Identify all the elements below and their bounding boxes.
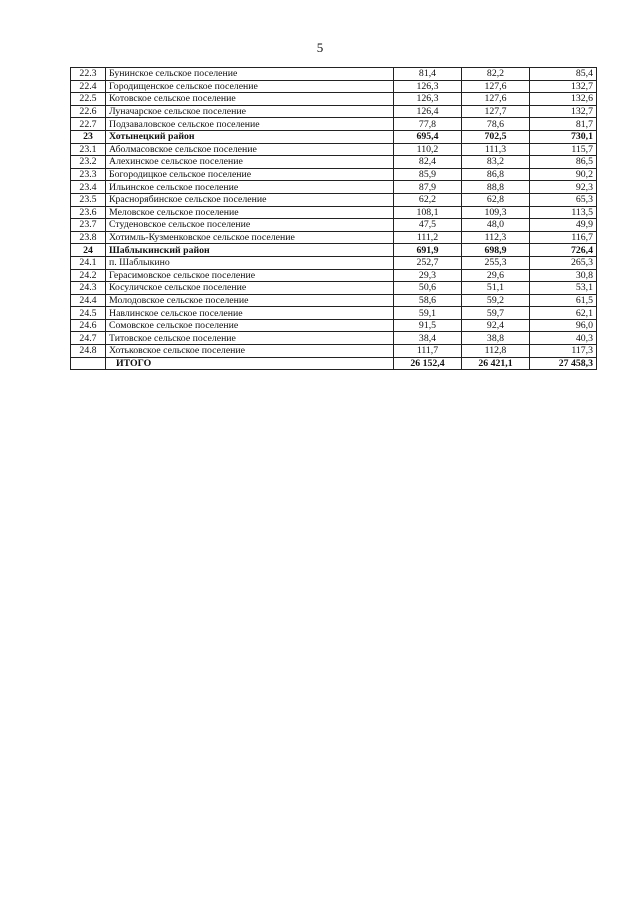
total-value-3: 27 458,3 <box>530 357 597 370</box>
table-row <box>71 181 597 194</box>
total-number-cell <box>71 357 106 370</box>
row-number: 22.7 <box>71 118 106 131</box>
row-name: Бунинское сельское поселение <box>106 68 394 81</box>
row-value-2: 111,3 <box>462 143 530 156</box>
row-value-3: 53,1 <box>530 282 597 295</box>
row-value-2: 127,6 <box>462 93 530 106</box>
table-row <box>71 282 597 295</box>
row-value-1: 59,1 <box>394 307 462 320</box>
row-number: 24.5 <box>71 307 106 320</box>
row-value-2: 112,8 <box>462 345 530 358</box>
row-value-3: 730,1 <box>530 130 597 143</box>
row-number: 23.7 <box>71 219 106 232</box>
row-value-2: 29,6 <box>462 269 530 282</box>
table-row <box>71 269 597 282</box>
row-value-3: 81,7 <box>530 118 597 131</box>
row-value-3: 65,3 <box>530 193 597 206</box>
table-row-district <box>71 244 597 257</box>
row-value-3: 90,2 <box>530 168 597 181</box>
row-number: 24.2 <box>71 269 106 282</box>
row-number: 23.8 <box>71 231 106 244</box>
row-name: Богородицкое сельское поселение <box>106 168 394 181</box>
total-value-1: 26 152,4 <box>394 357 462 370</box>
row-name: Алехинское сельское поселение <box>106 156 394 169</box>
table-body <box>71 68 597 370</box>
row-value-1: 126,3 <box>394 93 462 106</box>
row-name: Хотьковское сельское поселение <box>106 345 394 358</box>
row-value-2: 255,3 <box>462 256 530 269</box>
table-row <box>71 206 597 219</box>
row-value-1: 77,8 <box>394 118 462 131</box>
row-number: 23 <box>71 130 106 143</box>
row-value-1: 91,5 <box>394 319 462 332</box>
page-number: 5 <box>316 40 324 55</box>
row-value-2: 83,2 <box>462 156 530 169</box>
row-value-1: 126,4 <box>394 105 462 118</box>
table-row <box>71 256 597 269</box>
row-value-3: 117,3 <box>530 345 597 358</box>
row-value-1: 691,9 <box>394 244 462 257</box>
row-value-1: 62,2 <box>394 193 462 206</box>
table-row <box>71 193 597 206</box>
row-value-2: 59,7 <box>462 307 530 320</box>
row-value-3: 116,7 <box>530 231 597 244</box>
row-number: 23.3 <box>71 168 106 181</box>
row-value-2: 59,2 <box>462 294 530 307</box>
table-row <box>71 80 597 93</box>
row-value-3: 132,7 <box>530 80 597 93</box>
row-name: Хотимль-Кузменковское сельское поселение <box>106 231 394 244</box>
row-name: Титовское сельское поселение <box>106 332 394 345</box>
row-value-2: 92,4 <box>462 319 530 332</box>
row-value-1: 81,4 <box>394 68 462 81</box>
row-name: п. Шаблыкино <box>106 256 394 269</box>
row-number: 22.4 <box>71 80 106 93</box>
table-row <box>71 231 597 244</box>
row-number: 23.2 <box>71 156 106 169</box>
row-value-1: 110,2 <box>394 143 462 156</box>
row-value-3: 40,3 <box>530 332 597 345</box>
row-value-3: 92,3 <box>530 181 597 194</box>
row-number: 23.6 <box>71 206 106 219</box>
row-value-3: 265,3 <box>530 256 597 269</box>
row-value-2: 112,3 <box>462 231 530 244</box>
table-row <box>71 93 597 106</box>
row-value-2: 38,8 <box>462 332 530 345</box>
row-value-2: 702,5 <box>462 130 530 143</box>
row-number: 22.5 <box>71 93 106 106</box>
row-value-3: 49,9 <box>530 219 597 232</box>
row-value-1: 50,6 <box>394 282 462 295</box>
row-value-3: 132,7 <box>530 105 597 118</box>
row-number: 24.6 <box>71 319 106 332</box>
row-value-1: 87,9 <box>394 181 462 194</box>
row-value-1: 82,4 <box>394 156 462 169</box>
row-value-2: 88,8 <box>462 181 530 194</box>
row-value-3: 132,6 <box>530 93 597 106</box>
table-row-district <box>71 130 597 143</box>
row-value-1: 252,7 <box>394 256 462 269</box>
row-name: Луначарское сельское поселение <box>106 105 394 118</box>
row-number: 22.3 <box>71 68 106 81</box>
row-value-1: 85,9 <box>394 168 462 181</box>
row-value-3: 85,4 <box>530 68 597 81</box>
row-value-1: 58,6 <box>394 294 462 307</box>
row-name: Навлинское сельское поселение <box>106 307 394 320</box>
row-value-1: 695,4 <box>394 130 462 143</box>
table-row <box>71 105 597 118</box>
row-name: Косуличское сельское поселение <box>106 282 394 295</box>
row-number: 22.6 <box>71 105 106 118</box>
row-name: Хотынецкий район <box>106 130 394 143</box>
row-value-1: 38,4 <box>394 332 462 345</box>
row-value-3: 96,0 <box>530 319 597 332</box>
table-row <box>71 307 597 320</box>
row-value-3: 115,7 <box>530 143 597 156</box>
row-value-2: 86,8 <box>462 168 530 181</box>
row-name: Аболмасовское сельское поселение <box>106 143 394 156</box>
row-name: Ильинское сельское поселение <box>106 181 394 194</box>
row-number: 24.1 <box>71 256 106 269</box>
row-value-2: 127,7 <box>462 105 530 118</box>
row-value-3: 62,1 <box>530 307 597 320</box>
row-value-3: 86,5 <box>530 156 597 169</box>
row-name: Шаблыкинский район <box>106 244 394 257</box>
row-number: 24 <box>71 244 106 257</box>
row-value-2: 62,8 <box>462 193 530 206</box>
table-row <box>71 345 597 358</box>
row-value-3: 113,5 <box>530 206 597 219</box>
table-row <box>71 118 597 131</box>
row-value-2: 78,6 <box>462 118 530 131</box>
row-value-2: 698,9 <box>462 244 530 257</box>
table-row-total <box>71 357 597 370</box>
row-value-2: 109,3 <box>462 206 530 219</box>
table-row <box>71 294 597 307</box>
table-row <box>71 143 597 156</box>
row-value-3: 726,4 <box>530 244 597 257</box>
row-value-1: 47,5 <box>394 219 462 232</box>
row-name: Сомовское сельское поселение <box>106 319 394 332</box>
row-value-1: 111,2 <box>394 231 462 244</box>
row-name: Подзаваловское сельское поселение <box>106 118 394 131</box>
row-number: 23.1 <box>71 143 106 156</box>
row-number: 23.4 <box>71 181 106 194</box>
row-value-3: 61,5 <box>530 294 597 307</box>
budget-table <box>70 67 597 370</box>
row-value-2: 127,6 <box>462 80 530 93</box>
table-row <box>71 219 597 232</box>
row-number: 24.7 <box>71 332 106 345</box>
table-row <box>71 168 597 181</box>
row-name: Герасимовское сельское поселение <box>106 269 394 282</box>
row-value-1: 111,7 <box>394 345 462 358</box>
table-row <box>71 319 597 332</box>
row-name: Котовское сельское поселение <box>106 93 394 106</box>
row-value-3: 30,8 <box>530 269 597 282</box>
row-value-2: 82,2 <box>462 68 530 81</box>
row-number: 24.8 <box>71 345 106 358</box>
row-name: Краснорябинское сельское поселение <box>106 193 394 206</box>
row-value-1: 29,3 <box>394 269 462 282</box>
row-value-1: 126,3 <box>394 80 462 93</box>
row-name: Меловское сельское поселение <box>106 206 394 219</box>
row-number: 23.5 <box>71 193 106 206</box>
row-name: Молодовское сельское поселение <box>106 294 394 307</box>
table-row <box>71 68 597 81</box>
total-label: ИТОГО <box>106 357 394 370</box>
row-name: Студеновское сельское поселение <box>106 219 394 232</box>
row-value-1: 108,1 <box>394 206 462 219</box>
row-number: 24.3 <box>71 282 106 295</box>
row-value-2: 48,0 <box>462 219 530 232</box>
table-row <box>71 156 597 169</box>
row-number: 24.4 <box>71 294 106 307</box>
table-row <box>71 332 597 345</box>
row-name: Городищенское сельское поселение <box>106 80 394 93</box>
row-value-2: 51,1 <box>462 282 530 295</box>
total-value-2: 26 421,1 <box>462 357 530 370</box>
